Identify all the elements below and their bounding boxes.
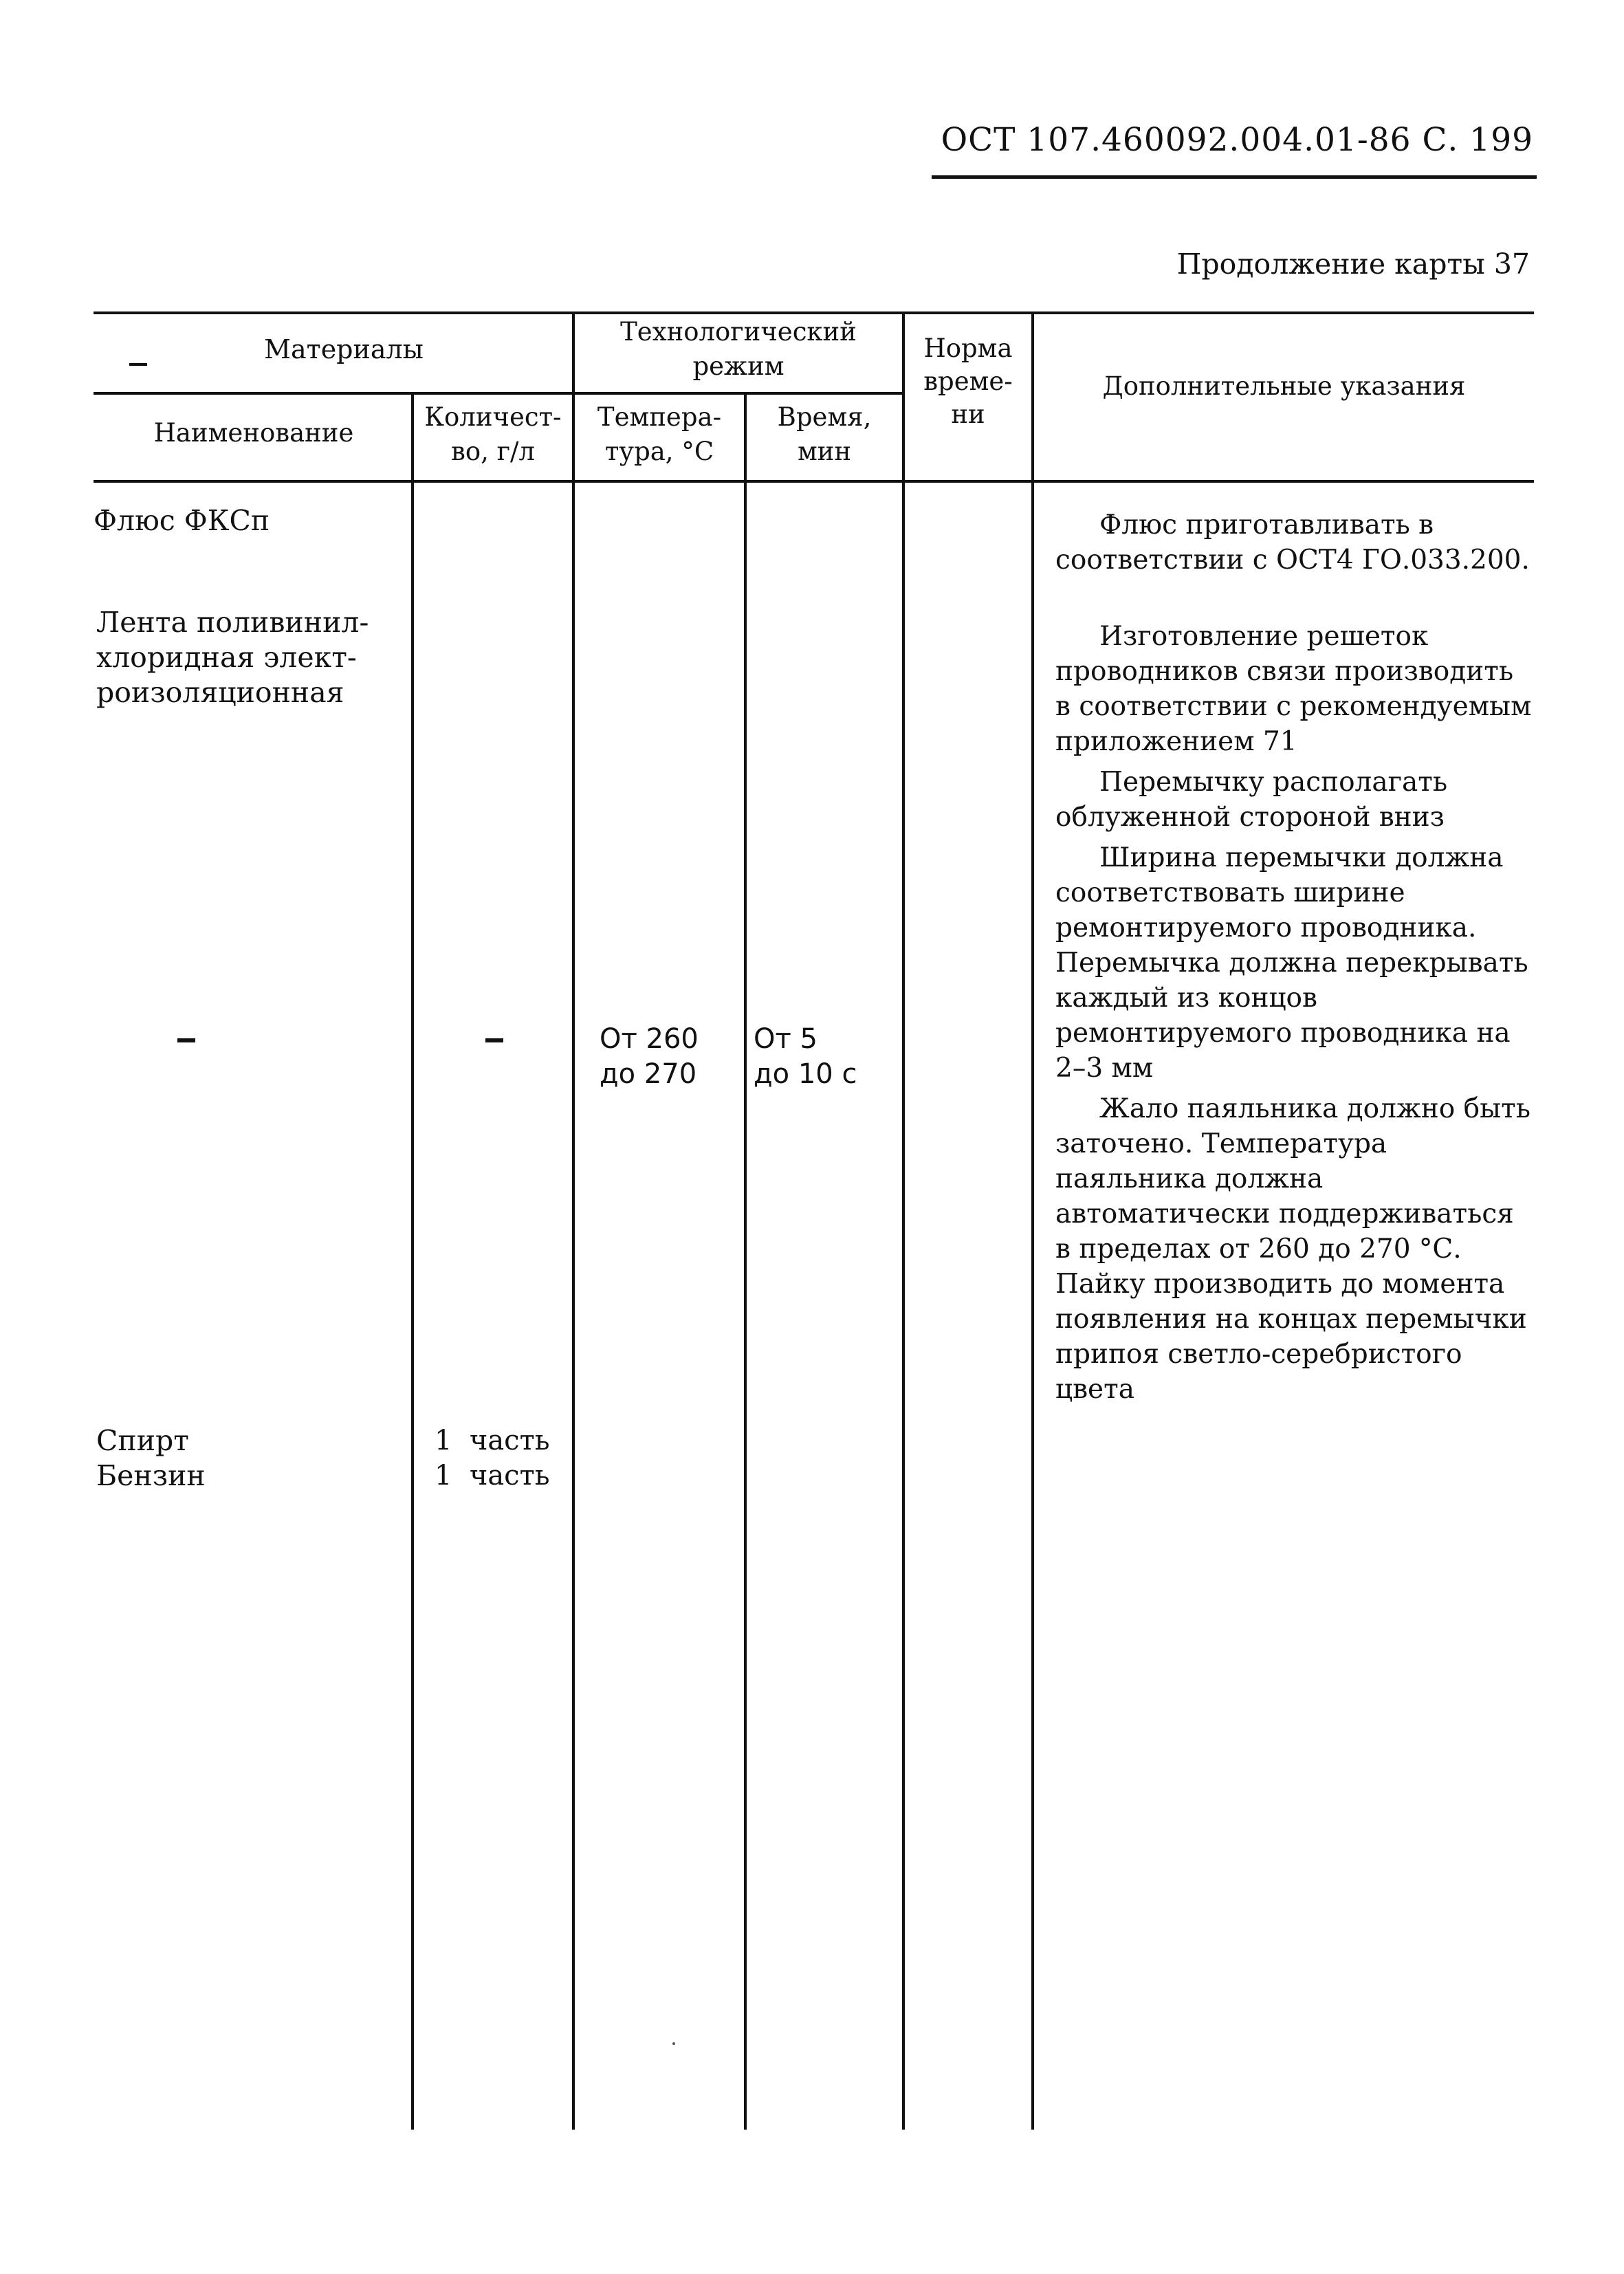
note-5: Жало паяльника должно быть заточено. Температура паяльника должна автоматически поддерживаться в пределах от 260 до 270 °С. Пайку производить до момента появления на концах перемычки припоя светло-серебристого цвета — [1055, 1093, 1530, 1405]
petrol-quantity: 1 часть — [435, 1460, 550, 1491]
additional-instructions — [1055, 507, 1537, 1407]
col-divider-5 — [1031, 313, 1034, 2130]
quantity-dash — [485, 1038, 503, 1042]
col-divider-2 — [572, 313, 575, 2130]
header-norm-time: Норма време- ни — [923, 334, 1013, 429]
speck — [672, 2042, 675, 2045]
continuation-label: Продолжение карты 37 — [1176, 248, 1530, 281]
note-4: Ширина перемычки должна соответствовать ширине ремонтируемого проводника. Перемычка должна перекрывать каждый из концов ремонтируемого проводника на 2–3 мм — [1055, 842, 1528, 1084]
name-dash — [177, 1038, 195, 1042]
col-divider-3 — [744, 393, 747, 2130]
note-1: Флюс приготавливать в соответствии с ОСТ4 ГО.033.200. — [1055, 510, 1530, 576]
material-flux: Флюс ФКСп — [94, 504, 270, 537]
material-alcohol: Спирт — [96, 1424, 189, 1457]
time-value: От 5 до 10 с — [754, 1023, 857, 1090]
header-tech-mode: Технологический режим — [620, 317, 857, 381]
table-header-mid-rule — [94, 392, 905, 395]
col-divider-4 — [902, 313, 905, 2130]
header-materials: Материалы — [264, 334, 424, 364]
material-tape: Лента поливинил- хлоридная элект- роизоляционная — [96, 606, 369, 709]
table-header-bottom-rule — [94, 480, 1534, 483]
header-extra-instructions: Дополнительные указания — [1102, 371, 1466, 401]
header-dash-mark — [129, 363, 147, 366]
header-name: Наименование — [153, 418, 354, 448]
note-3: Перемычку располагать облуженной стороной вниз — [1055, 767, 1448, 833]
note-2: Изготовление решеток проводников связи производить в соответствии с рекомендуемым приложением 71 — [1055, 621, 1532, 757]
header-time: Время, мин — [777, 402, 872, 466]
table-top-rule — [94, 311, 1534, 314]
document-code: ОСТ 107.460092.004.01-86 С. 199 — [941, 121, 1533, 159]
header-temperature: Темпера- тура, °С — [597, 402, 722, 466]
header-rule — [932, 175, 1537, 179]
temperature-value: От 260 до 270 — [600, 1023, 699, 1090]
alcohol-quantity: 1 часть — [435, 1425, 550, 1456]
header-quantity: Количест- во, г/л — [424, 402, 562, 466]
material-petrol: Бензин — [96, 1459, 206, 1492]
